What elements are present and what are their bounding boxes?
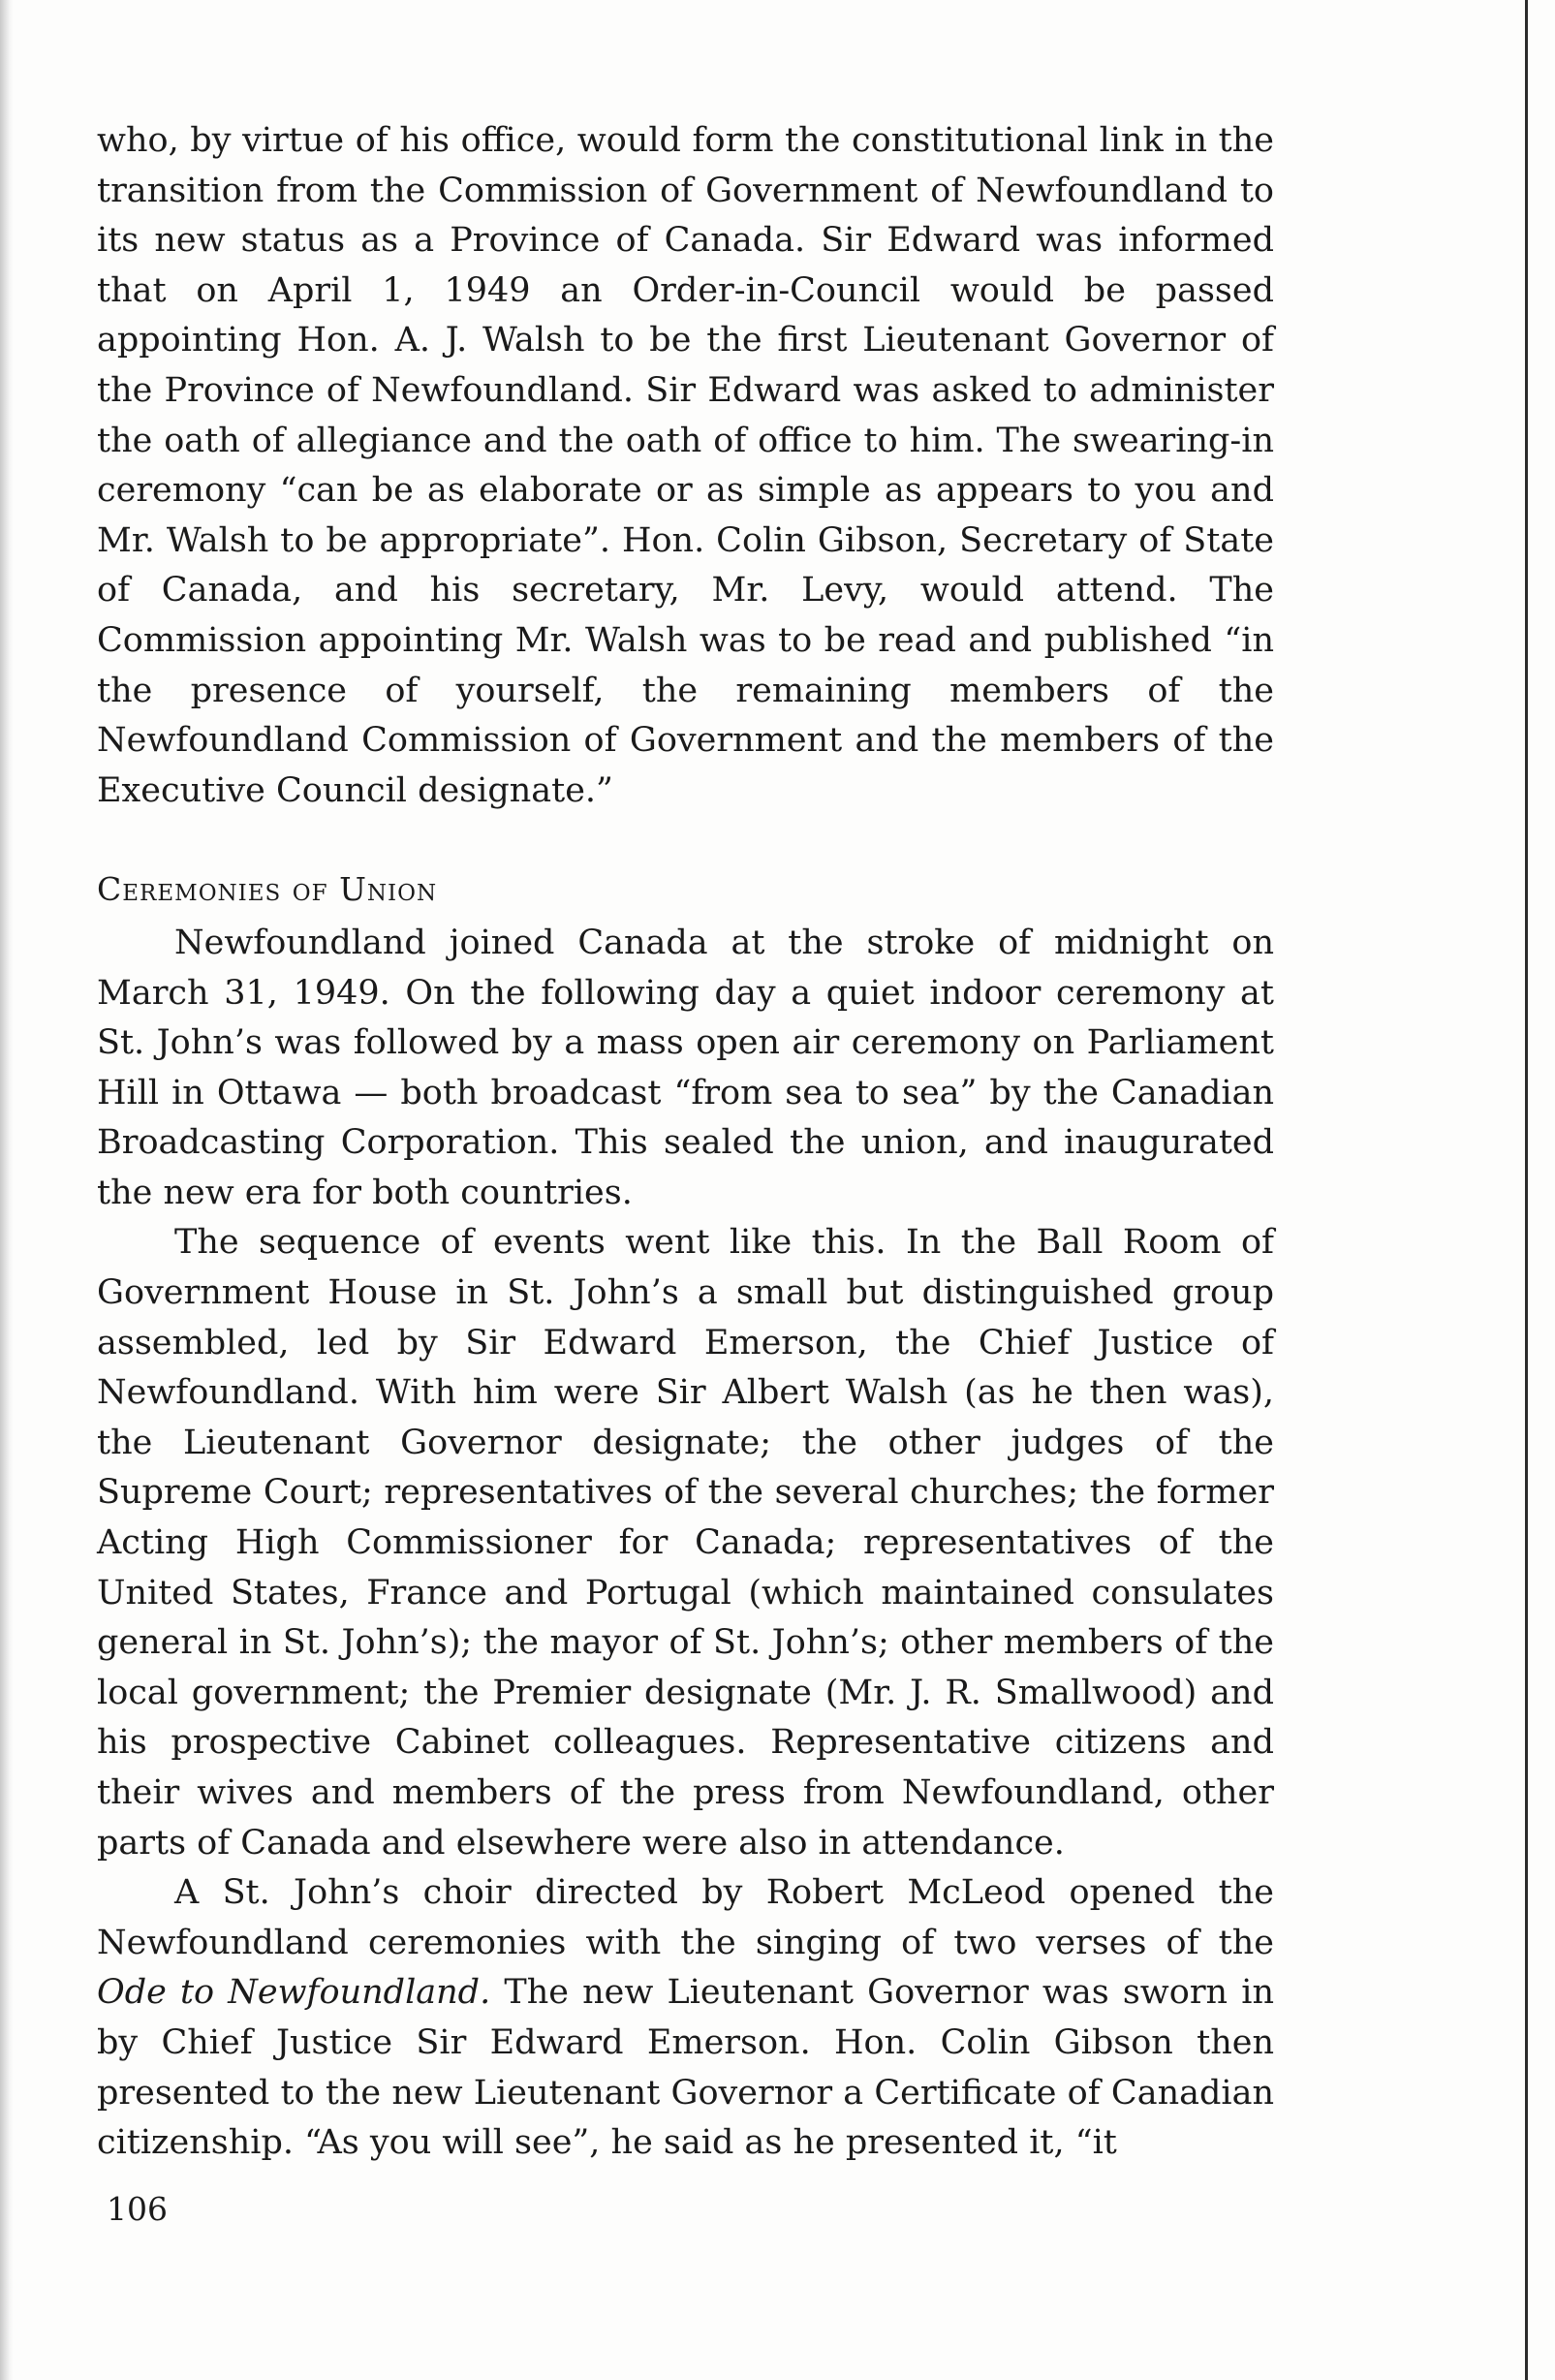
paragraph-sequence-of-events: The sequence of events went like this. In the Ball Room of Government House in St. John’s a small but distinguished group assembled, led by Sir Edward Emerson, the Chief Justice of Newfoundland. With him were Sir Albert Walsh (as he then was), the Lieutenant Governor designate; the other judges of the Supreme Court; representatives of the several churches; the former Acting High Commissioner for Canada; representatives of the United States, France and Portugal (which maintained consulates general in St. John’s); the mayor of St. John’s; other members of the local government; the Premier designate (Mr. J. R. Smallwood) and his prospective Cabinet colleagues. Representative citizens and their wives and members of the press from Newfoundland, other parts of Canada and elsewhere were also in attendance. <box>97 1223 1274 1863</box>
ode-title: Ode to Newfoundland. <box>97 1973 491 2013</box>
paragraph-choir-start: A St. John’s choir directed by Robert McLeod opened the Newfoundland ceremonies with the singing of two verses of the <box>97 1873 1274 1962</box>
section-heading: Ceremonies of Union <box>97 870 438 909</box>
scan-left-edge <box>0 0 14 2380</box>
paragraph-continuation: who, by virtue of his office, would form the constitutional link in the transition from the Commission of Government of Newfoundland to its new status as a Province of Canada. Sir Edward was informed that on April 1, 1949 an Order-in-Council would be passed appointing Hon. A. J. Walsh to be the first Lieutenant Governor of the Province of Newfoundland. Sir Edward was asked to administer the oath of allegiance and the oath of office to him. The swearing-in ceremony “can be as elaborate or as simple as appears to you and Mr. Walsh to be appropriate”. Hon. Colin Gibson, Secretary of State of Canada, and his secretary, Mr. Levy, would attend. The Commission appointing Mr. Walsh was to be read and published “in the presence of yourself, the remaining members of the Newfoundland Commission of Government and the members of the Executive Council designate.” <box>97 121 1274 810</box>
body-text <box>97 116 1274 2169</box>
paragraph-choir <box>97 1868 1274 2169</box>
page-number: 106 <box>107 2190 168 2228</box>
paragraph-union-date: Newfoundland joined Canada at the stroke of midnight on March 31, 1949. On the following day a quiet indoor ceremony at St. John’s was followed by a mass open air ceremony on Parliament Hill in Ottawa — both broadcast “from sea to sea” by the Canadian Broadcasting Corporation. This sealed the union, and inaugurated the new era for both countries. <box>97 923 1274 1212</box>
paragraph-choir-end: The new Lieutenant Governor was sworn in by Chief Justice Sir Edward Emerson. Hon. Colin Gibson then presented to the new Lieutenant Governor a Certificate of Canadian citizenship. “As you will see”, he said as he presented it, “it <box>97 1973 1274 2163</box>
scan-right-edge <box>1525 0 1528 2380</box>
